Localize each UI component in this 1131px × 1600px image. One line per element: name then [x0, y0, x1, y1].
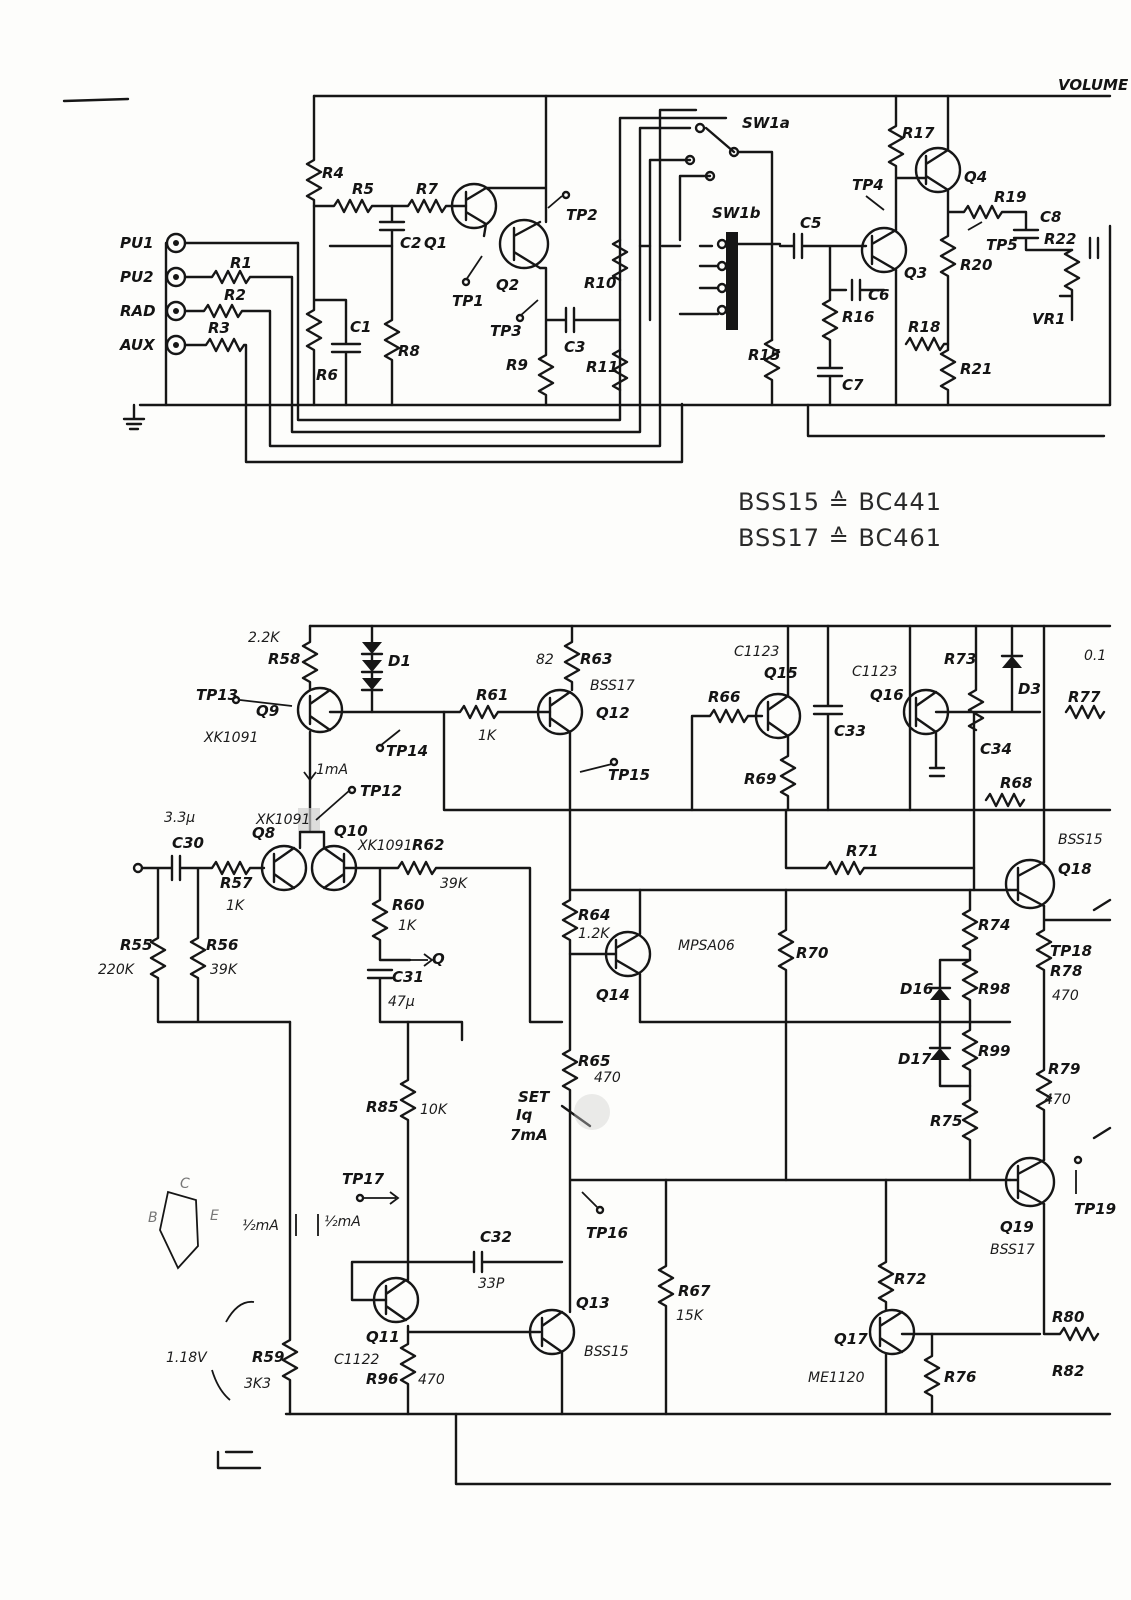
label-tp19: TP19	[1074, 1200, 1117, 1218]
label-r77: R77	[1068, 688, 1101, 706]
label-q1: Q1	[424, 234, 448, 252]
d3	[1002, 656, 1022, 668]
q17	[870, 1310, 1040, 1354]
label-q14: Q14	[596, 986, 630, 1004]
label-r76: R76	[944, 1368, 977, 1386]
part-xk1091-q9: XK1091	[204, 730, 259, 746]
label-r69: R69	[744, 770, 777, 788]
label-r85: R85	[366, 1098, 399, 1116]
pin-c-label: C	[180, 1176, 190, 1192]
label-q10: Q10	[334, 822, 368, 840]
label-r3: R3	[208, 319, 230, 337]
r63	[565, 626, 579, 690]
label-r68: R68	[1000, 774, 1033, 792]
label-r5: R5	[352, 180, 374, 198]
label-r61: R61	[476, 686, 509, 704]
label-tp1: TP1	[452, 292, 484, 310]
annot-half-ma-1: ½mA	[242, 1218, 279, 1234]
label-sw1a: SW1a	[742, 114, 790, 132]
r18	[896, 270, 948, 405]
r66	[692, 710, 762, 810]
value-10k: 10K	[420, 1102, 447, 1118]
selector-return-lines	[246, 110, 726, 462]
label-c31: C31	[392, 968, 424, 986]
r58-d1-rail	[303, 626, 1110, 810]
preamp-section	[64, 76, 1129, 462]
part-mpsa06: MPSA06	[678, 938, 735, 954]
r72	[879, 1180, 893, 1310]
label-d17: D17	[898, 1050, 932, 1068]
label-r59: R59	[252, 1348, 285, 1366]
corner-mark	[218, 1452, 260, 1468]
part-bss15-q13: BSS15	[584, 1344, 629, 1360]
label-r6: R6	[316, 366, 338, 384]
value-470-r79: 470	[1044, 1092, 1071, 1108]
label-r15: R15	[748, 346, 781, 364]
label-q19: Q19	[1000, 1218, 1034, 1236]
q15-r69-c33	[781, 626, 842, 810]
label-r99: R99	[978, 1042, 1011, 1060]
label-q16: Q16	[870, 686, 904, 704]
label-r1: R1	[230, 254, 252, 272]
d1-stack	[362, 642, 382, 690]
value-470-r65: 470	[594, 1070, 621, 1086]
annot-iq: Iq	[516, 1106, 533, 1124]
label-r55: R55	[120, 936, 153, 954]
label-q18: Q18	[1058, 860, 1092, 878]
value-1k-r57: 1K	[226, 898, 245, 914]
label-r58: R58	[268, 650, 301, 668]
r78-r79-r80	[1037, 626, 1110, 1340]
label-r8: R8	[398, 342, 420, 360]
r71	[786, 810, 974, 874]
r74-r98-r99-r75	[963, 890, 977, 1180]
label-tp16: TP16	[586, 1224, 629, 1242]
label-d3: D3	[1018, 680, 1041, 698]
label-q4: Q4	[964, 168, 988, 186]
preamp-return	[808, 405, 1104, 436]
value-39k-r62: 39K	[440, 876, 467, 892]
input-label-pu1: PU1	[120, 234, 154, 252]
label-r10: R10	[584, 274, 617, 292]
tp-arrows-bottom	[233, 697, 1081, 1213]
annot-1v18: 1.18V	[166, 1350, 207, 1366]
annot-1ma: 1mA	[316, 762, 349, 778]
equivalence-note-2: BSS17 ≙ BC461	[738, 524, 943, 552]
value-1k-r61: 1K	[478, 728, 497, 744]
label-r20: R20	[960, 256, 993, 274]
label-q8: Q8	[252, 824, 276, 842]
value-47u: 47μ	[388, 994, 415, 1010]
label-q12: Q12	[596, 704, 630, 722]
iq-glue-stain	[574, 1094, 610, 1130]
value-1k2: 1.2K	[578, 926, 610, 942]
label-r80: R80	[1052, 1308, 1085, 1326]
label-tp13: TP13	[196, 686, 239, 704]
q2	[500, 220, 548, 268]
label-c33: C33	[834, 722, 866, 740]
label-c6: C6	[868, 286, 890, 304]
label-q17: Q17	[834, 1330, 868, 1348]
label-r62: R62	[412, 836, 445, 854]
power-amp-labels	[98, 630, 1116, 1392]
label-r73: R73	[944, 650, 977, 668]
label-r9: R9	[506, 356, 528, 374]
label-r96: R96	[366, 1370, 399, 1388]
label-q2: Q2	[496, 276, 520, 294]
q4	[916, 148, 960, 192]
q-out-arrow	[410, 954, 432, 966]
label-sw1b: SW1b	[712, 204, 761, 222]
value-0-1: 0.1	[1084, 648, 1107, 664]
label-r75: R75	[930, 1112, 963, 1130]
label-r17: R17	[902, 124, 935, 142]
label-r63: R63	[580, 650, 613, 668]
q19	[1006, 1158, 1054, 1206]
label-tp17: TP17	[342, 1170, 385, 1188]
top-left-dash	[64, 99, 128, 101]
pinout-sketch	[160, 1192, 198, 1268]
value-33p: 33P	[478, 1276, 505, 1292]
power-amp-section	[98, 626, 1116, 1484]
value-220k: 220K	[98, 962, 134, 978]
value-2k2: 2.2K	[248, 630, 280, 646]
part-c1123-q16: C1123	[852, 664, 898, 680]
label-tp2: TP2	[566, 206, 598, 224]
annot-q-output: Q	[432, 950, 445, 968]
q8	[262, 846, 306, 890]
r67-r70	[659, 890, 793, 1414]
label-d16: D16	[900, 980, 934, 998]
value-1k-r60: 1K	[398, 918, 417, 934]
q10-r62-r60-c31	[300, 832, 562, 1040]
label-c8: C8	[1040, 208, 1062, 226]
label-vr1: VR1	[1032, 310, 1066, 328]
label-q15: Q15	[764, 664, 798, 682]
value-470-r78: 470	[1052, 988, 1079, 1004]
label-r7: R7	[416, 180, 438, 198]
label-r21: R21	[960, 360, 993, 378]
label-r11: R11	[586, 358, 619, 376]
label-d1: D1	[388, 652, 411, 670]
value-3u3: 3.3μ	[164, 810, 196, 826]
pin-b-label: B	[148, 1210, 158, 1226]
r4-r5-r7	[307, 96, 466, 212]
label-r78: R78	[1050, 962, 1083, 980]
value-470-r96: 470	[418, 1372, 445, 1388]
label-r70: R70	[796, 944, 829, 962]
part-me1120: ME1120	[808, 1370, 865, 1386]
value-3k3: 3K3	[244, 1376, 271, 1392]
q18	[1006, 860, 1054, 908]
label-c7: C7	[842, 376, 864, 394]
label-r22: R22	[1044, 230, 1077, 248]
label-r18: R18	[908, 318, 941, 336]
label-c3: C3	[564, 338, 586, 356]
label-r57: R57	[220, 874, 253, 892]
value-15k: 15K	[676, 1308, 703, 1324]
value-39k-r56: 39K	[210, 962, 237, 978]
ground-symbol	[124, 405, 144, 429]
part-xk1091-q8: XK1091	[256, 812, 311, 828]
part-c1123-q15: C1123	[734, 644, 780, 660]
label-r65: R65	[578, 1052, 611, 1070]
label-tp12: TP12	[360, 782, 403, 800]
annot-half-ma-2: ½mA	[324, 1214, 361, 1230]
label-tp4: TP4	[852, 176, 884, 194]
part-c1122: C1122	[334, 1352, 380, 1368]
label-r98: R98	[978, 980, 1011, 998]
pin-e-label: E	[210, 1208, 219, 1224]
label-tp3: TP3	[490, 322, 522, 340]
part-bss17-q19: BSS17	[990, 1242, 1035, 1258]
label-r74: R74	[978, 916, 1011, 934]
r85-r96	[401, 1022, 415, 1414]
label-r4: R4	[322, 164, 344, 182]
amp-return-line	[456, 1414, 1110, 1484]
label-r56: R56	[206, 936, 239, 954]
label-c2: C2	[400, 234, 422, 252]
label-c5: C5	[800, 214, 822, 232]
q3	[862, 228, 906, 272]
label-r72: R72	[894, 1270, 927, 1288]
value-82: 82	[536, 652, 554, 668]
vr1-output	[1060, 226, 1110, 405]
part-xk1091-q10: XK1091	[358, 838, 413, 854]
equivalence-note-1: BSS15 ≙ BC441	[738, 488, 943, 516]
label-c30: C30	[172, 834, 204, 852]
label-tp5: TP5	[986, 236, 1018, 254]
label-r82: R82	[1052, 1362, 1085, 1380]
sw1a	[650, 124, 772, 340]
q1	[452, 184, 496, 236]
label-r16: R16	[842, 308, 875, 326]
c32-q11-link	[352, 1252, 562, 1332]
label-r2: R2	[224, 286, 246, 304]
volume-label: VOLUME	[1058, 76, 1129, 94]
input-label-aux: AUX	[120, 336, 155, 354]
q20-q21-edge	[1094, 900, 1110, 1138]
label-r71: R71	[846, 842, 879, 860]
label-tp18: TP18	[1050, 942, 1093, 960]
part-bss15-q18: BSS15	[1058, 832, 1103, 848]
input-label-pu2: PU2	[120, 268, 154, 286]
label-r67: R67	[678, 1282, 711, 1300]
q9	[298, 688, 372, 732]
q4-r17-r19-r20-r21-c8	[889, 96, 1072, 405]
part-bss17-q12: BSS17	[590, 678, 635, 694]
label-tp14: TP14	[386, 742, 429, 760]
annot-set: SET	[518, 1088, 550, 1106]
input-label-rad: RAD	[120, 302, 156, 320]
label-q9: Q9	[256, 702, 280, 720]
annot-7ma: 7mA	[510, 1126, 548, 1144]
label-r66: R66	[708, 688, 741, 706]
label-c32: C32	[480, 1228, 512, 1246]
label-r79: R79	[1048, 1060, 1081, 1078]
label-c34: C34	[980, 740, 1012, 758]
label-q13: Q13	[576, 1294, 610, 1312]
label-r64: R64	[578, 906, 611, 924]
label-q11: Q11	[366, 1328, 400, 1346]
label-r19: R19	[994, 188, 1027, 206]
label-r60: R60	[392, 896, 425, 914]
label-c1: C1	[350, 318, 372, 336]
label-q3: Q3	[904, 264, 928, 282]
label-tp15: TP15	[608, 766, 651, 784]
